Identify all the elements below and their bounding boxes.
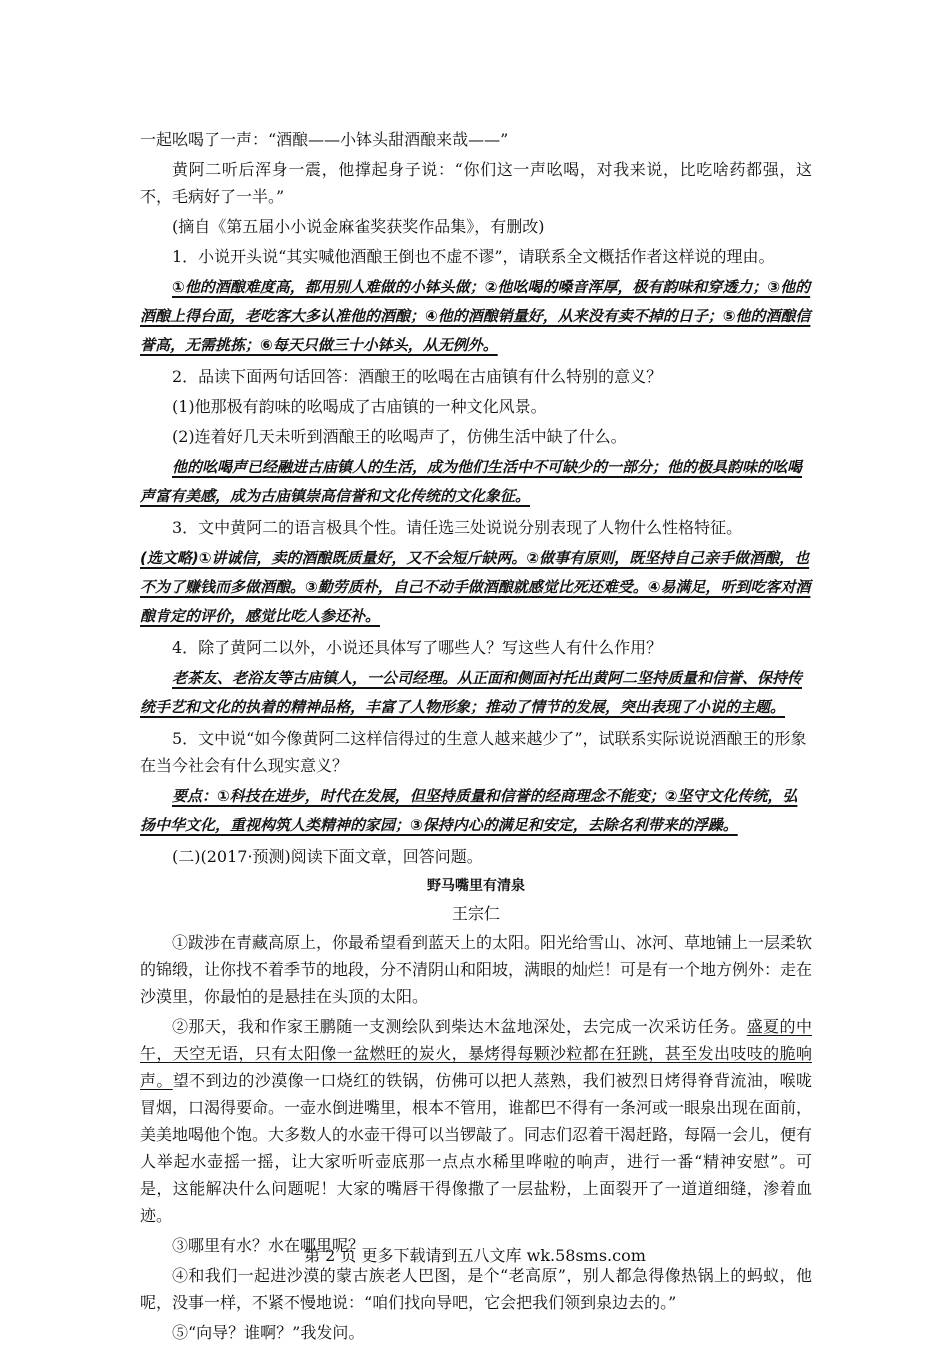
answer-text: 他的吆喝声已经融进古庙镇人的生活，成为他们生活中不可缺少的一部分；他的极具韵味的吆喝声富有美感，成为古庙镇崇高信誉和文化传统的文化象征。 [140,458,803,505]
answer-text: 老茶友、老浴友等古庙镇人，一公司经理。从正面和侧面衬托出黄阿二坚持质量和信誉、保持传统手艺和文化的执着的精神品格，丰富了人物形象；推动了情节的发展，突出表现了小说的主题。 [140,669,803,716]
answer-text: (选文略)①讲诚信，卖的酒酿既质量好，又不会短斤缺两。②做事有原则，既坚持自己亲手做酒酿，也不为了赚钱而多做酒酿。③勤劳质朴，自己不动手做酒酿就感觉比死还难受。④易满足，听到吃客对酒酿肯定的评价，感觉比吃人参还补。 [140,549,811,625]
question-2: 2．品读下面两句话回答：酒酿王的吆喝在古庙镇有什么特别的意义？ [172,367,663,386]
paragraph-2 [140,1013,812,1229]
paragraph-5: ⑤“向导？谁啊？”我发问。 [172,1323,365,1342]
answer-5 [140,782,812,840]
question-5: 5．文中说“如今像黄阿二这样信得过的生意人越来越少了”，试联系实际说说酒酿王的形象在当今社会有什么现实意义？ [140,729,807,775]
question-4: 4．除了黄阿二以外，小说还具体写了哪些人？写这些人有什么作用？ [172,638,663,657]
article-author: 王宗仁 [451,904,500,923]
question-2-sub-1: (1)他那极有韵味的吆喝成了古庙镇的一种文化风景。 [172,397,547,416]
answer-4 [140,664,812,722]
question-1: 1．小说开头说“其实喊他酒酿王倒也不虚不谬”，请联系全文概括作者这样说的理由。 [172,247,775,266]
question-2-sub-2: (2)连着好几天未听到酒酿王的吆喝声了，仿佛生活中缺了什么。 [172,427,627,446]
answer-text: 要点：①科技在进步，时代在发展，但坚持质量和信誉的经商理念不能变；②坚守文化传统，弘扬中华文化，重视构筑人类精神的家园；③保持内心的满足和安定，去除名利带来的浮躁。 [140,787,798,834]
paragraph-text: 望不到边的沙漠像一口烧红的铁锅，仿佛可以把人蒸熟，我们被烈日烤得脊背流油，喉咙冒烟，口渴得要命。一壶水倒进嘴里，根本不管用，谁都巴不得有一条河或一眼泉出现在面前，美美地喝他个饱。大多数人的水壶干得可以当锣敲了。同志们忍着干渴赶路，每隔一会儿，便有人举起水壶摇一摇，让大家听听壶底那一点点水稀里哗啦的响声，进行一番“精神安慰”。可是，这能解决什么问题呢！大家的嘴唇干得像撒了一层盐粉，上面裂开了一道道细缝，渗着血迹。 [140,1071,813,1225]
page-footer: 第 2 页 更多下载请到五八文库 wk.58sms.com [304,1246,646,1265]
answer-text: ①他的酒酿难度高，都用别人难做的小钵头做；②他吆喝的嗓音浑厚，极有韵味和穿透力；③他的酒酿上得台面，老吃客大多认准他的酒酿；④他的酒酿销量好，从来没有卖不掉的日子；⑤他的酒酿信誉高，无需挑拣；⑥每天只做三十小钵头，从无例外。 [140,278,811,354]
article-title: 野马嘴里有清泉 [427,878,525,894]
paragraph-1: ①跋涉在青藏高原上，你最希望看到蓝天上的太阳。阳光给雪山、冰河、草地铺上一层柔软的锦缎，让你找不着季节的地段，分不清阴山和阳坡，满眼的灿烂！可是有一个地方例外：走在沙漠里，你最怕的是悬挂在头顶的太阳。 [140,933,813,1006]
story-line: 一起吆喝了一声：“酒酿——小钵头甜酒酿来哉——” [140,130,509,149]
story-line: 黄阿二听后浑身一震，他撑起身子说：“你们这一声吆喝，对我来说，比吃啥药都强，这不，毛病好了一半。” [140,160,812,206]
paragraph-text: ②那天，我和作家王鹏随一支测绘队到柴达木盆地深处，去完成一次采访任务。 [172,1017,747,1036]
paragraph-4: ④和我们一起进沙漠的蒙古族老人巴图，是个“老高原”，别人都急得像热锅上的蚂蚁，他呢，没事一样，不紧不慢地说：“咱们找向导吧，它会把我们领到泉边去的。” [140,1266,812,1312]
story-source: (摘自《第五届小小说金麻雀奖获奖作品集》，有删改) [172,217,545,236]
answer-1 [140,273,812,360]
question-3: 3．文中黄阿二的语言极具个性。请任选三处说说分别表现了人物什么性格特征。 [172,518,743,537]
answer-3 [140,544,812,631]
underlined-sentence: 盛夏的中午，天空无语，只有太阳像一盆燃旺的炭火，暴烤得每颗沙粒都在狂跳，甚至发出吱吱的脆响声。 [140,1017,812,1090]
answer-2 [140,453,812,511]
paragraph-3: ③哪里有水？水在哪里呢？ [172,1236,365,1255]
section-intro: (二)(2017·预测)阅读下面文章，回答问题。 [172,847,483,866]
page-content [140,126,812,1349]
